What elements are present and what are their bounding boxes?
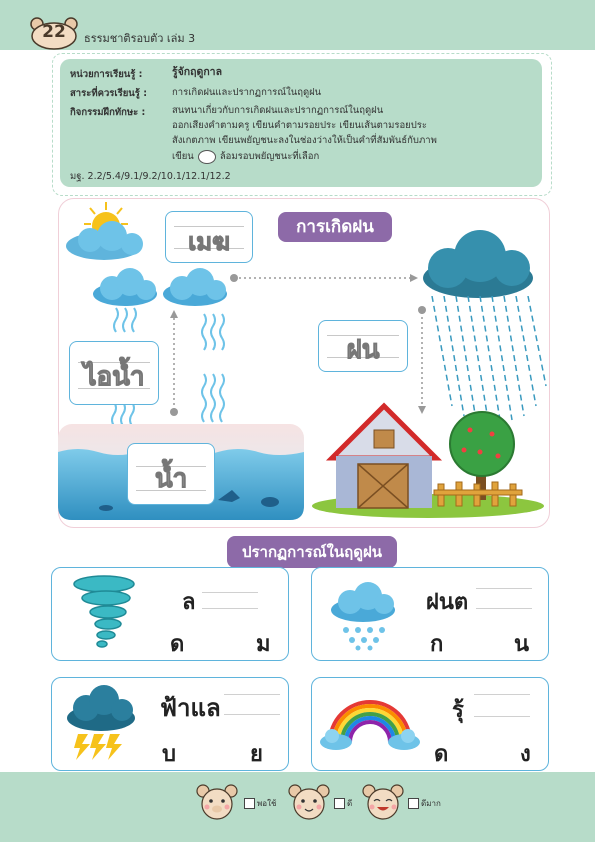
choice-letter-left[interactable]: ด <box>434 742 449 767</box>
activity-line-2: ออกเสียงคำตามครู เขียนคำตามรอยประ เขียนเส้นตามรอยประ <box>172 120 427 131</box>
tornado-icon <box>68 572 138 654</box>
phenomena-card-thunder <box>51 677 289 771</box>
farm-illustration <box>310 400 546 520</box>
trace-box-rain[interactable] <box>318 320 408 372</box>
blank-line[interactable] <box>202 592 258 593</box>
score-checkbox-fair[interactable] <box>244 798 255 809</box>
choice-letter-right[interactable]: ย <box>250 742 263 767</box>
activity-line-4-before: เขียน <box>172 151 194 162</box>
blank-line[interactable] <box>474 694 530 695</box>
choice-letter-left[interactable]: ก <box>430 632 444 657</box>
phenomena-section-title: ปรากฏการณ์ในฤดูฝน <box>227 536 397 568</box>
score-label-good: ดี <box>347 799 353 808</box>
standards: มฐ. 2.2/5.4/9.1/9.2/10.1/12.1/12.2 <box>70 171 231 182</box>
trace-word-rain: ฝน <box>346 335 380 365</box>
phenomena-card-tornado <box>51 567 289 661</box>
choice-letter-right[interactable]: ง <box>520 742 531 767</box>
content-value: การเกิดฝนและปรากฏการณ์ในฤดูฝน <box>172 87 322 98</box>
trace-box-cloud[interactable] <box>165 211 253 263</box>
score-label-fair: พอใช้ <box>257 799 277 808</box>
card-top-letters: ฟ้าแล <box>160 694 221 722</box>
activity-label: กิจกรรมฝึกทักษะ : <box>70 107 146 118</box>
choice-letter-right[interactable]: น <box>514 632 530 657</box>
sun-cloud-icon <box>60 200 152 266</box>
score-checkbox-good[interactable] <box>334 798 345 809</box>
rain-cloud-icon <box>328 582 398 652</box>
rain-section-title: การเกิดฝน <box>278 212 392 242</box>
unit-value: รู้จักฤดูกาล <box>172 66 223 78</box>
trace-word-water: น้ำ <box>154 464 188 494</box>
storm-cloud-icon <box>420 226 538 306</box>
card-top-letters: ล <box>182 590 196 615</box>
score-label-excellent: ดีมาก <box>421 799 441 808</box>
cloud-icon <box>90 264 160 308</box>
activity-line-4-after: ล้อมรอบพยัญชนะที่เลือก <box>219 151 320 162</box>
card-top-letters: ฝนต <box>426 590 469 615</box>
thunder-cloud-icon <box>64 684 138 764</box>
choice-letter-left[interactable]: บ <box>162 742 176 767</box>
rainbow-icon <box>320 692 420 754</box>
activity-line-4 <box>172 149 319 164</box>
vapor-squiggle-icon <box>110 306 140 336</box>
card-top-letters: รุ้ <box>452 698 464 723</box>
blank-line[interactable] <box>476 588 532 589</box>
score-checkbox-excellent[interactable] <box>408 798 419 809</box>
bear-face-icon <box>362 784 404 820</box>
blank-line[interactable] <box>476 608 532 609</box>
trace-box-vapor[interactable] <box>69 341 159 405</box>
blank-line[interactable] <box>224 694 280 695</box>
bear-face-icon <box>196 784 238 820</box>
activity-line-3: สังเกตภาพ เขียนพยัญชนะลงในช่องว่างให้เป็นคำที่สัมพันธ์กับภาพ <box>172 135 437 146</box>
trace-word-vapor: ไอน้ำ <box>83 362 145 392</box>
blank-line[interactable] <box>474 716 530 717</box>
phenomena-card-rain <box>311 567 549 661</box>
bear-face-icon <box>288 784 330 820</box>
choice-letter-left[interactable]: ด <box>170 632 185 657</box>
phenomena-card-rainbow <box>311 677 549 771</box>
activity-line-1: สนทนาเกี่ยวกับการเกิดฝนและปรากฏการณ์ในฤดูฝน <box>172 105 384 116</box>
info-box <box>60 59 542 187</box>
trace-word-cloud: เมฆ <box>188 228 230 256</box>
choice-letter-right[interactable]: ม <box>256 632 271 657</box>
blank-line[interactable] <box>224 714 280 715</box>
book-title: ธรรมชาติรอบตัว เล่ม 3 <box>84 32 196 45</box>
blank-line[interactable] <box>202 608 258 609</box>
trace-box-water[interactable] <box>127 443 215 505</box>
content-label: สาระที่ควรเรียนรู้ : <box>70 88 148 99</box>
circle-icon <box>198 150 216 164</box>
page-number: 22 <box>42 22 66 42</box>
unit-label: หน่วยการเรียนรู้ : <box>70 69 143 80</box>
